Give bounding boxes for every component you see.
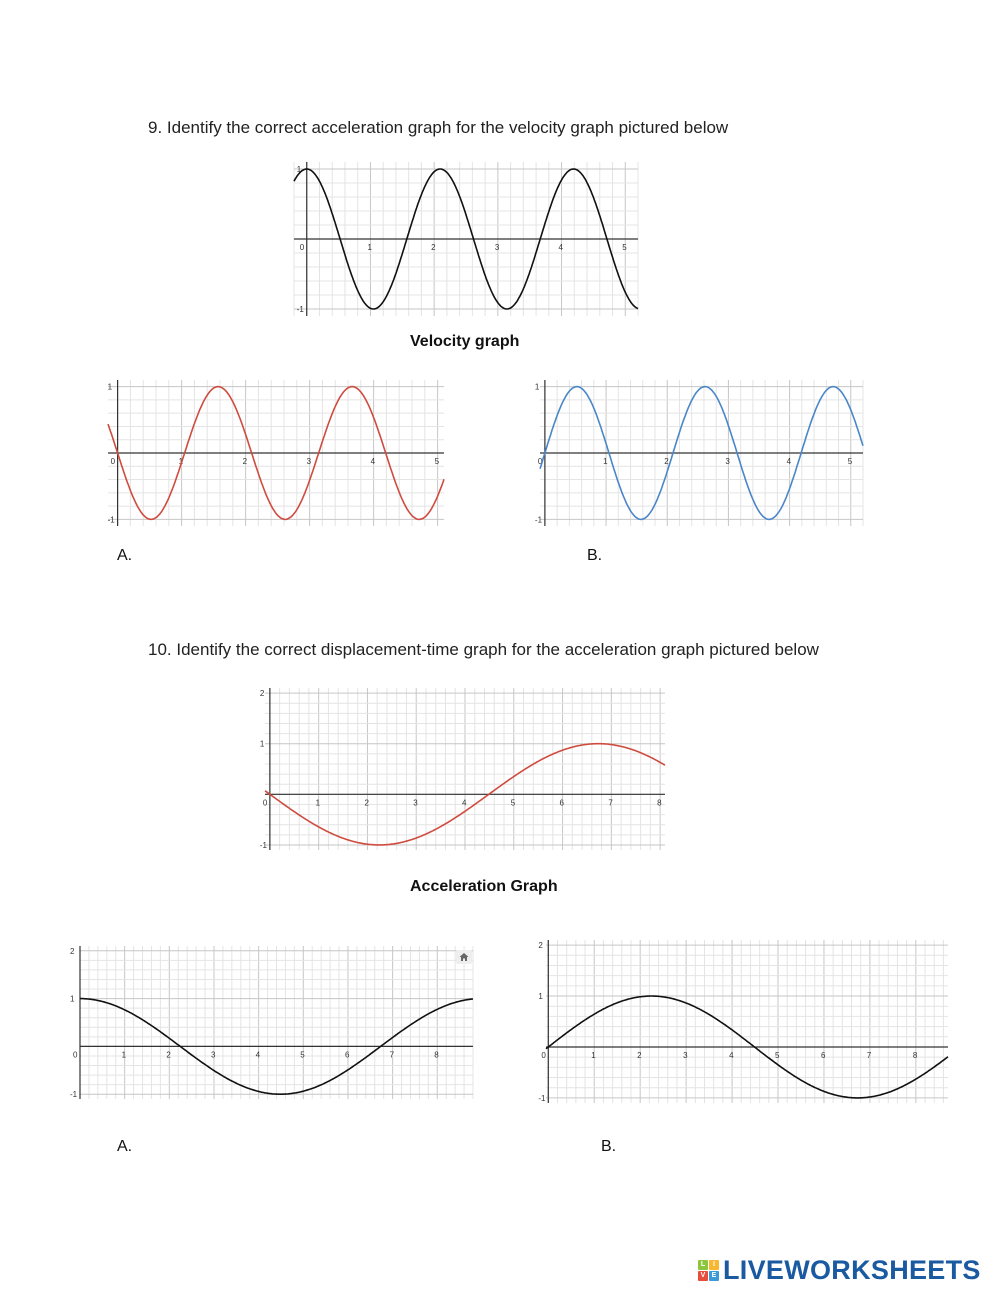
x-tick-label: 3 [683, 1050, 688, 1060]
x-tick-label: 8 [657, 798, 662, 808]
x-tick-label: 2 [242, 457, 248, 466]
logo-badge-square: E [709, 1271, 719, 1281]
x-tick-label: 0 [541, 1050, 546, 1060]
acceleration-graph-svg [259, 688, 665, 850]
y-tick-label: 1 [107, 382, 113, 392]
x-tick-label: 2 [431, 243, 436, 252]
q10-option-a-graph[interactable] [70, 946, 473, 1100]
q10-option-a-svg [70, 946, 473, 1100]
x-tick-label: 4 [462, 798, 467, 808]
x-tick-label: 8 [434, 1050, 439, 1060]
x-tick-label: 3 [725, 457, 730, 466]
home-button[interactable] [456, 950, 472, 964]
y-tick-label: 2 [70, 946, 75, 956]
x-tick-label: 6 [820, 1050, 826, 1060]
q9-option-a-label[interactable]: A. [117, 547, 133, 564]
x-tick-label: 3 [494, 243, 500, 252]
x-tick-label: 5 [622, 243, 627, 252]
q9-option-b-svg [534, 380, 863, 526]
q9-option-a-svg [108, 380, 444, 526]
logo-badge-square: I [709, 1260, 719, 1270]
question-10-prompt: 10. Identify the correct displacement-time graph for the acceleration graph pictured below [148, 640, 819, 659]
y-tick-label: 2 [538, 941, 543, 951]
x-tick-label: 7 [608, 798, 613, 808]
x-tick-label: 4 [255, 1050, 261, 1060]
x-tick-label: 0 [110, 457, 116, 466]
logo-badge-icon [698, 1260, 719, 1281]
x-tick-label: 5 [847, 457, 853, 466]
x-tick-label: 6 [559, 798, 565, 808]
x-tick-label: 6 [344, 1050, 350, 1060]
x-tick-label: 2 [637, 1050, 642, 1060]
y-tick-label: 2 [259, 689, 265, 699]
y-tick-label: -1 [538, 1093, 546, 1103]
x-tick-label: 5 [300, 1050, 305, 1060]
q10-option-b-label[interactable]: B. [601, 1138, 617, 1155]
y-tick-label: -1 [259, 840, 268, 850]
q10-option-b-svg [538, 940, 948, 1103]
velocity-graph-svg [294, 162, 638, 316]
x-tick-label: 4 [558, 243, 564, 252]
y-tick-label: 1 [70, 994, 75, 1004]
x-tick-label: 4 [729, 1050, 734, 1060]
x-tick-label: 3 [306, 457, 312, 466]
x-tick-label: 1 [315, 798, 321, 808]
q9-option-b-graph[interactable] [534, 380, 863, 526]
acceleration-graph-caption: Acceleration Graph [410, 878, 558, 895]
y-tick-label: -1 [296, 305, 304, 314]
x-tick-label: 0 [299, 243, 305, 252]
x-tick-label: 1 [121, 1050, 127, 1060]
q9-option-a-graph[interactable] [108, 380, 444, 526]
x-tick-label: 7 [866, 1050, 872, 1060]
y-tick-label: 1 [296, 165, 302, 174]
logo-text: LIVEWORKSHEETS [723, 1254, 981, 1285]
x-tick-label: 1 [603, 457, 608, 466]
x-tick-label: 5 [510, 798, 516, 808]
y-tick-label: 1 [259, 739, 265, 749]
x-tick-label: 7 [389, 1050, 395, 1060]
logo-badge-square: V [698, 1271, 708, 1281]
x-tick-label: 8 [912, 1050, 918, 1060]
q10-option-b-graph[interactable] [538, 940, 948, 1103]
y-tick-label: -1 [534, 515, 543, 525]
x-tick-label: 4 [786, 457, 792, 466]
logo-badge-square: L [698, 1260, 708, 1270]
x-tick-label: 3 [413, 798, 418, 808]
x-tick-label: 1 [178, 457, 184, 466]
x-tick-label: 5 [434, 457, 440, 466]
q10-option-a-label[interactable]: A. [117, 1138, 133, 1155]
question-9-prompt: 9. Identify the correct acceleration graph for the velocity graph pictured below [148, 118, 729, 137]
x-tick-label: 0 [262, 798, 268, 808]
velocity-graph [294, 162, 638, 316]
q9-option-b-label[interactable]: B. [587, 547, 603, 564]
y-tick-label: 1 [538, 992, 543, 1002]
x-tick-label: 0 [537, 457, 543, 466]
x-tick-label: 3 [210, 1050, 216, 1060]
velocity-graph-caption: Velocity graph [410, 333, 520, 350]
acceleration-graph [259, 688, 665, 850]
liveworksheets-logo[interactable] [698, 1255, 981, 1285]
x-tick-label: 5 [775, 1050, 780, 1060]
y-tick-label: -1 [70, 1090, 78, 1100]
y-tick-label: 1 [534, 382, 540, 392]
x-tick-label: 0 [73, 1050, 78, 1060]
x-tick-label: 4 [370, 457, 376, 466]
y-tick-label: -1 [107, 515, 115, 525]
x-tick-label: 1 [367, 243, 372, 252]
x-tick-label: 1 [591, 1050, 596, 1060]
x-tick-label: 2 [166, 1050, 171, 1060]
x-tick-label: 2 [664, 457, 669, 466]
x-tick-label: 2 [364, 798, 369, 808]
home-icon [456, 950, 472, 964]
